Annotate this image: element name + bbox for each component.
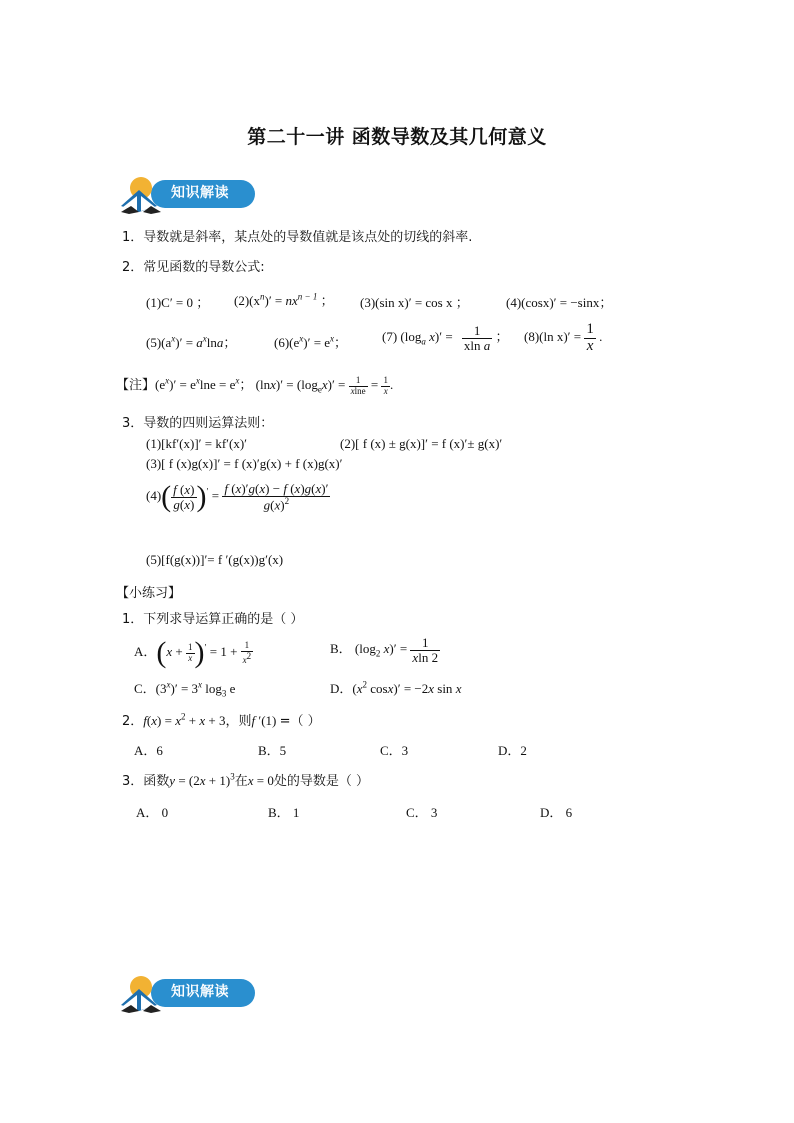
formula-sin: (3)(sin x)′ = cos x ；	[360, 295, 469, 310]
formula-power: $(2)(x^n)' = nx^{n - 1}$ ；	[234, 291, 334, 308]
q3-option-a[interactable]: A． 0	[136, 805, 169, 820]
point-3: 3．导数的四则运算法则：	[122, 416, 274, 431]
practice-header: 【小练习】	[116, 586, 182, 601]
q1-option-a[interactable]: A．(x + $\frac{1}{x}$ )′ = 1 + $\frac{1}{x^2}$	[134, 636, 252, 669]
point-2: 2．常见函数的导数公式:	[122, 260, 265, 275]
formula-ln: (8)(ln x)′ = $\frac{1}{x}$ .	[524, 321, 603, 354]
formula-log: (7) ($\log_a$ x)′ = $\frac{1}{\text{xln a}}$ ；	[382, 323, 509, 353]
q1-stem: 1．下列求导运算正确的是（ ）	[122, 612, 304, 627]
rule-chain: (5)[f(g(x))]′= f ′(g(x))g′(x)	[146, 552, 284, 567]
q1-option-d[interactable]: D．($x^2$ cosx)′ = −2x sin x	[330, 679, 462, 696]
rule-quotient: (4)( $\frac{f (x)}{g(x)}$ )′ = $\frac{f (x)'g(x) - f (x)g(x)'}{g(x)^2}$	[146, 480, 329, 513]
q2-option-a[interactable]: A．6	[134, 743, 163, 758]
q3-stem: 3．函数$y = (2x + 1)^3$在x = 0处的导数是（ ）	[122, 771, 369, 789]
q2-option-c[interactable]: C．3	[380, 743, 409, 758]
badge-label: 知识解读	[171, 185, 229, 201]
q2-stem: 2．$f(x) = x^2 + x + 3$，则f ′(1) =（ ）	[122, 711, 321, 729]
q2-option-d[interactable]: D．2	[498, 743, 527, 758]
badge-label: 知识解读	[171, 984, 229, 1000]
formula-exponential: $(5)(a^x)' = a^x\ln a$；	[146, 333, 237, 350]
rule-product: (3)[ f (x)g(x)]′ = f (x)′g(x) + f (x)g(x)′	[146, 456, 343, 471]
q3-option-c[interactable]: C． 3	[406, 805, 438, 820]
rule-scalar: (1)[kf′(x)]′ = kf′(x)′	[146, 436, 247, 451]
q1-option-b[interactable]: B． ($\log_2$ x)′ = $\frac{1}{xln 2}$	[330, 635, 439, 665]
formula-constant: (1)C′ = 0 ；	[146, 295, 210, 310]
section-badge-knowledge	[117, 176, 257, 214]
formula-cos: (4)(cosx)′ = −sinx；	[506, 295, 613, 310]
note-line: 【注】$(e^x)' = e^x\ln e = e^x$； $(\ln x)' = (\log_ex)'$ = $\frac{1}{xlne}$ = $\frac{1}{x}$ .	[116, 375, 394, 396]
point-1: 1．导数就是斜率，某点处的导数值就是该点处的切线的斜率.	[122, 230, 473, 245]
q2-option-b[interactable]: B．5	[258, 743, 287, 758]
rule-sum: (2)[ f (x) ± g(x)]′ = f (x)′± g(x)′	[340, 436, 503, 451]
q1-option-c[interactable]: C．$(3^x)' = 3^x$ $\log_3 e$	[134, 679, 236, 699]
q3-option-b[interactable]: B． 1	[268, 805, 300, 820]
formula-exp-e: $(6)(e^x)' = e^x$；	[274, 333, 348, 350]
q3-option-d[interactable]: D． 6	[540, 805, 573, 820]
page-title: 第二十一讲 函数导数及其几何意义	[247, 126, 547, 148]
section-badge-knowledge-2	[117, 975, 257, 1013]
